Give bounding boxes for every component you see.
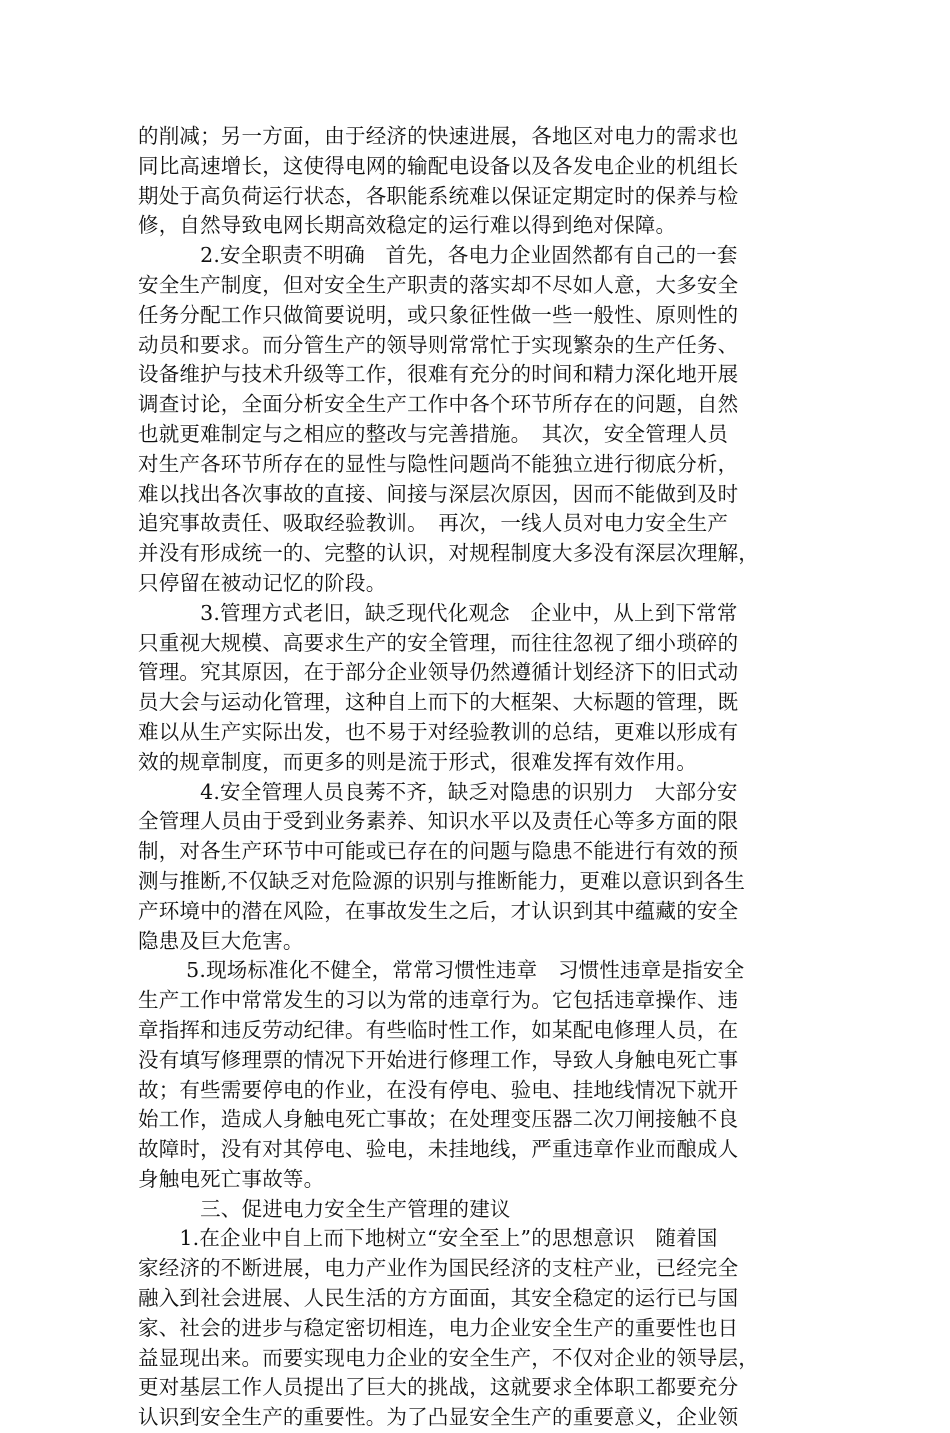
text-line: 效的规章制度，而更多的则是流于形式，很难发挥有效作用。	[138, 749, 697, 774]
text-line: 安全生产制度，但对安全生产职责的落实却不尽如人意，大多安全	[138, 272, 739, 297]
text-line: 家、社会的进步与稳定密切相连，电力企业安全生产的重要性也日	[138, 1315, 739, 1340]
text-line: 认识到安全生产的重要性。为了凸显安全生产的重要意义，企业领	[138, 1405, 739, 1430]
text-line: 设备维护与技术升级等工作，很难有充分的时间和精力深化地开展	[138, 362, 739, 387]
text-line: 管理。究其原因，在于部分企业领导仍然遵循计划经济下的旧式动	[138, 660, 739, 685]
text-line: 2.安全职责不明确 首先，各电力企业固然都有自己的一套	[138, 243, 738, 268]
text-line: 故障时，没有对其停电、验电，未挂地线，严重违章作业而酿成人	[138, 1137, 739, 1162]
text-line: 调查讨论，全面分析安全生产工作中各个环节所存在的问题，自然	[138, 392, 739, 417]
text-line: 三、促进电力安全生产管理的建议	[138, 1196, 511, 1221]
text-line: 更对基层工作人员提出了巨大的挑战，这就要求全体职工都要充分	[138, 1375, 739, 1400]
text-line: 修，自然导致电网长期高效稳定的运行难以得到绝对保障。	[138, 213, 677, 238]
text-line: 只重视大规模、高要求生产的安全管理，而往往忽视了细小琐碎的	[138, 630, 739, 655]
text-line: 没有填写修理票的情况下开始进行修理工作，导致人身触电死亡事	[138, 1047, 739, 1072]
text-line: 章指挥和违反劳动纪律。有些临时性工作，如某配电修理人员，在	[138, 1017, 739, 1042]
text-line: 的削减；另一方面，由于经济的快速进展，各地区对电力的需求也	[138, 124, 739, 148]
text-line: 故；有些需要停电的作业，在没有停电、验电、挂地线情况下就开	[138, 1077, 739, 1102]
text-line: 制，对各生产环节中可能或已存在的问题与隐患不能进行有效的预	[138, 839, 739, 864]
text-line: 始工作，造成人身触电死亡事故；在处理变压器二次刀闸接触不良	[138, 1107, 739, 1132]
text-line: 只停留在被动记忆的阶段。	[138, 570, 387, 595]
text-line: 身触电死亡事故等。	[138, 1166, 325, 1191]
text-line: 益显现出来。而要实现电力企业的安全生产，不仅对企业的领导层，	[138, 1345, 759, 1370]
text-line: 任务分配工作只做简要说明，或只象征性做一些一般性、原则性的	[138, 302, 739, 327]
text-line: 1.在企业中自上而下地树立“安全至上”的思想意识 随着国	[138, 1226, 718, 1251]
body-text	[138, 122, 818, 1433]
text-line: 难以找出各次事故的直接、间接与深层次原因，因而不能做到及时	[138, 481, 739, 506]
text-line: 产环境中的潜在风险，在事故发生之后，才认识到其中蕴藏的安全	[138, 898, 739, 923]
text-line: 动员和要求。而分管生产的领导则常常忙于实现繁杂的生产任务、	[138, 332, 739, 357]
text-line: 4.安全管理人员良莠不齐，缺乏对隐患的识别力 大部分安	[138, 779, 738, 804]
text-line: 同比高速增长，这使得电网的输配电设备以及各发电企业的机组长	[138, 153, 739, 178]
text-line: 难以从生产实际出发，也不易于对经验教训的总结，更难以形成有	[138, 719, 739, 744]
text-line: 测与推断,不仅缺乏对危险源的识别与推断能力，更难以意识到各生	[138, 868, 746, 893]
text-line: 家经济的不断进展，电力产业作为国民经济的支柱产业，已经完全	[138, 1256, 739, 1281]
text-line: 5.现场标准化不健全，常常习惯性违章 习惯性违章是指安全	[138, 958, 745, 983]
text-line: 并没有形成统一的、完整的认识，对规程制度大多没有深层次理解，	[138, 541, 759, 566]
text-line: 3.管理方式老旧，缺乏现代化观念 企业中，从上到下常常	[138, 600, 738, 625]
text-line: 期处于高负荷运行状态，各职能系统难以保证定期定时的保养与检	[138, 183, 739, 208]
text-line: 隐患及巨大危害。	[138, 928, 304, 953]
text-line: 生产工作中常常发生的习以为常的违章行为。它包括违章操作、违	[138, 988, 739, 1013]
text-line: 对生产各环节所存在的显性与隐性问题尚不能独立进行彻底分析，	[138, 451, 739, 476]
text-line: 也就更难制定与之相应的整改与完善措施。 其次，安全管理人员	[138, 421, 729, 446]
text-line: 全管理人员由于受到业务素养、知识水平以及责任心等多方面的限	[138, 809, 739, 834]
text-line: 追究事故责任、吸取经验教训。 再次，一线人员对电力安全生产	[138, 511, 729, 536]
text-line: 融入到社会进展、人民生活的方方面面，其安全稳定的运行已与国	[138, 1286, 739, 1311]
text-line: 员大会与运动化管理，这种自上而下的大框架、大标题的管理，既	[138, 690, 739, 715]
